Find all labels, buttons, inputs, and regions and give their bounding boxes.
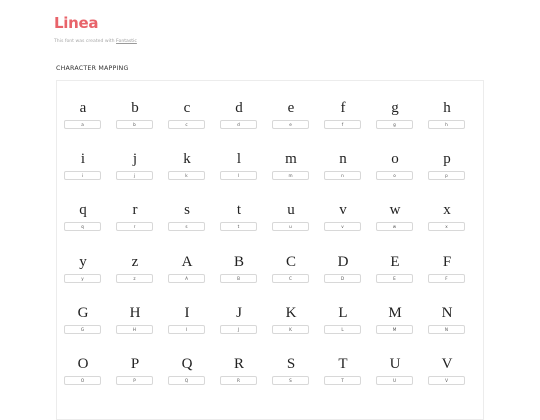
character-code-field[interactable]: A	[168, 274, 205, 283]
character-code-field[interactable]: m	[272, 171, 309, 180]
character-glyph: y	[79, 254, 87, 270]
character-glyph: u	[287, 202, 295, 218]
character-code-field[interactable]: r	[116, 222, 153, 231]
character-code-field[interactable]: u	[272, 222, 309, 231]
character-code-field[interactable]: C	[272, 274, 309, 283]
character-code-field[interactable]: j	[116, 171, 153, 180]
character-cell	[58, 150, 108, 190]
character-glyph: O	[77, 356, 89, 372]
character-code-field[interactable]: s	[168, 222, 205, 231]
character-glyph: z	[131, 254, 139, 270]
credit-line	[54, 39, 137, 44]
character-cell	[266, 355, 316, 395]
character-code-field[interactable]: c	[168, 120, 205, 129]
character-code-field[interactable]: t	[220, 222, 257, 231]
character-cell	[162, 201, 212, 241]
character-cell	[162, 355, 212, 395]
character-glyph: f	[340, 100, 346, 116]
character-cell	[110, 304, 160, 344]
character-glyph: c	[183, 100, 191, 116]
character-glyph: p	[443, 151, 451, 167]
character-glyph: B	[233, 254, 244, 270]
section-title: CHARACTER MAPPING	[56, 65, 129, 72]
character-glyph: U	[389, 356, 401, 372]
character-glyph: o	[391, 151, 399, 167]
character-glyph: n	[339, 151, 347, 167]
character-glyph: b	[131, 100, 139, 116]
character-cell	[422, 355, 472, 395]
character-code-field[interactable]: R	[220, 376, 257, 385]
credit-text: This font was created with	[54, 39, 115, 44]
character-glyph: w	[389, 202, 401, 218]
character-cell	[162, 304, 212, 344]
character-code-field[interactable]: i	[64, 171, 101, 180]
character-cell	[58, 201, 108, 241]
character-glyph: V	[441, 356, 453, 372]
character-cell	[110, 99, 160, 139]
character-glyph: v	[339, 202, 347, 218]
character-code-field[interactable]: e	[272, 120, 309, 129]
character-cell	[162, 253, 212, 293]
character-cell	[422, 150, 472, 190]
character-glyph: P	[130, 356, 140, 372]
character-code-field[interactable]: L	[324, 325, 361, 334]
character-glyph: S	[286, 356, 296, 372]
character-glyph: j	[132, 151, 138, 167]
character-cell	[110, 150, 160, 190]
character-code-field[interactable]: Q	[168, 376, 205, 385]
character-glyph: q	[79, 202, 87, 218]
character-cell	[318, 355, 368, 395]
character-glyph: g	[391, 100, 399, 116]
character-cell	[266, 253, 316, 293]
character-cell	[318, 304, 368, 344]
character-code-field[interactable]: v	[324, 222, 361, 231]
character-cell	[214, 201, 264, 241]
character-glyph: l	[236, 151, 242, 167]
character-glyph: K	[285, 305, 297, 321]
character-cell	[318, 150, 368, 190]
character-cell	[214, 253, 264, 293]
character-cell	[266, 150, 316, 190]
character-code-field[interactable]: h	[428, 120, 465, 129]
character-cell	[370, 253, 420, 293]
character-glyph: L	[338, 305, 348, 321]
character-glyph: N	[441, 305, 453, 321]
character-cell	[58, 99, 108, 139]
character-glyph: a	[79, 100, 87, 116]
character-glyph: A	[181, 254, 193, 270]
character-cell	[58, 355, 108, 395]
character-cell	[370, 99, 420, 139]
character-code-field[interactable]: z	[116, 274, 153, 283]
character-cell	[422, 201, 472, 241]
credit-link[interactable]: Fontastic	[116, 39, 137, 44]
character-code-field[interactable]: I	[168, 325, 205, 334]
character-cell	[318, 99, 368, 139]
character-cell	[266, 201, 316, 241]
character-cell	[214, 355, 264, 395]
brand-title: Linea	[54, 14, 99, 32]
character-glyph: d	[235, 100, 243, 116]
character-cell	[266, 99, 316, 139]
character-glyph: E	[390, 254, 400, 270]
character-cell	[110, 201, 160, 241]
character-glyph: C	[285, 254, 296, 270]
character-glyph: t	[236, 202, 242, 218]
character-code-field[interactable]: K	[272, 325, 309, 334]
character-code-field[interactable]: F	[428, 274, 465, 283]
character-cell	[162, 150, 212, 190]
character-code-field[interactable]: q	[64, 222, 101, 231]
character-glyph: R	[233, 356, 244, 372]
character-cell	[318, 253, 368, 293]
character-code-field[interactable]: T	[324, 376, 361, 385]
character-code-field[interactable]: l	[220, 171, 257, 180]
character-code-field[interactable]: y	[64, 274, 101, 283]
character-glyph: Q	[181, 356, 193, 372]
character-glyph: x	[443, 202, 451, 218]
character-code-field[interactable]: U	[376, 376, 413, 385]
character-code-field[interactable]: H	[116, 325, 153, 334]
character-cell	[58, 304, 108, 344]
character-glyph: T	[338, 356, 348, 372]
character-code-field[interactable]: M	[376, 325, 413, 334]
character-cell	[370, 355, 420, 395]
character-glyph: J	[236, 305, 242, 321]
character-glyph: s	[184, 202, 190, 218]
character-code-field[interactable]: N	[428, 325, 465, 334]
character-cell	[214, 150, 264, 190]
character-glyph: M	[388, 305, 402, 321]
character-code-field[interactable]: P	[116, 376, 153, 385]
character-glyph: F	[442, 254, 452, 270]
character-glyph: m	[285, 151, 297, 167]
character-code-field[interactable]: d	[220, 120, 257, 129]
character-cell	[370, 201, 420, 241]
character-cell	[370, 150, 420, 190]
character-cell	[370, 304, 420, 344]
character-code-field[interactable]: g	[376, 120, 413, 129]
character-cell	[266, 304, 316, 344]
character-code-field[interactable]: k	[168, 171, 205, 180]
character-code-field[interactable]: V	[428, 376, 465, 385]
character-cell	[422, 99, 472, 139]
character-cell	[422, 253, 472, 293]
character-cell	[58, 253, 108, 293]
character-cell	[110, 253, 160, 293]
character-glyph: r	[132, 202, 138, 218]
character-code-field[interactable]: a	[64, 120, 101, 129]
character-code-field[interactable]: w	[376, 222, 413, 231]
character-code-field[interactable]: J	[220, 325, 257, 334]
character-code-field[interactable]: O	[64, 376, 101, 385]
character-grid	[56, 80, 484, 420]
character-glyph: k	[183, 151, 191, 167]
character-code-field[interactable]: G	[64, 325, 101, 334]
character-cell	[422, 304, 472, 344]
character-glyph: h	[443, 100, 451, 116]
character-code-field[interactable]: B	[220, 274, 257, 283]
character-code-field[interactable]: E	[376, 274, 413, 283]
character-code-field[interactable]: n	[324, 171, 361, 180]
character-glyph: I	[184, 305, 190, 321]
character-cell	[214, 304, 264, 344]
character-cell	[162, 99, 212, 139]
character-code-field[interactable]: p	[428, 171, 465, 180]
character-code-field[interactable]: x	[428, 222, 465, 231]
character-glyph: i	[80, 151, 86, 167]
character-code-field[interactable]: S	[272, 376, 309, 385]
character-cell	[318, 201, 368, 241]
character-glyph: G	[77, 305, 89, 321]
character-cell	[110, 355, 160, 395]
character-code-field[interactable]: o	[376, 171, 413, 180]
character-glyph: D	[337, 254, 349, 270]
character-code-field[interactable]: f	[324, 120, 361, 129]
character-glyph: e	[287, 100, 295, 116]
character-code-field[interactable]: b	[116, 120, 153, 129]
character-code-field[interactable]: D	[324, 274, 361, 283]
character-cell	[214, 99, 264, 139]
character-glyph: H	[129, 305, 141, 321]
